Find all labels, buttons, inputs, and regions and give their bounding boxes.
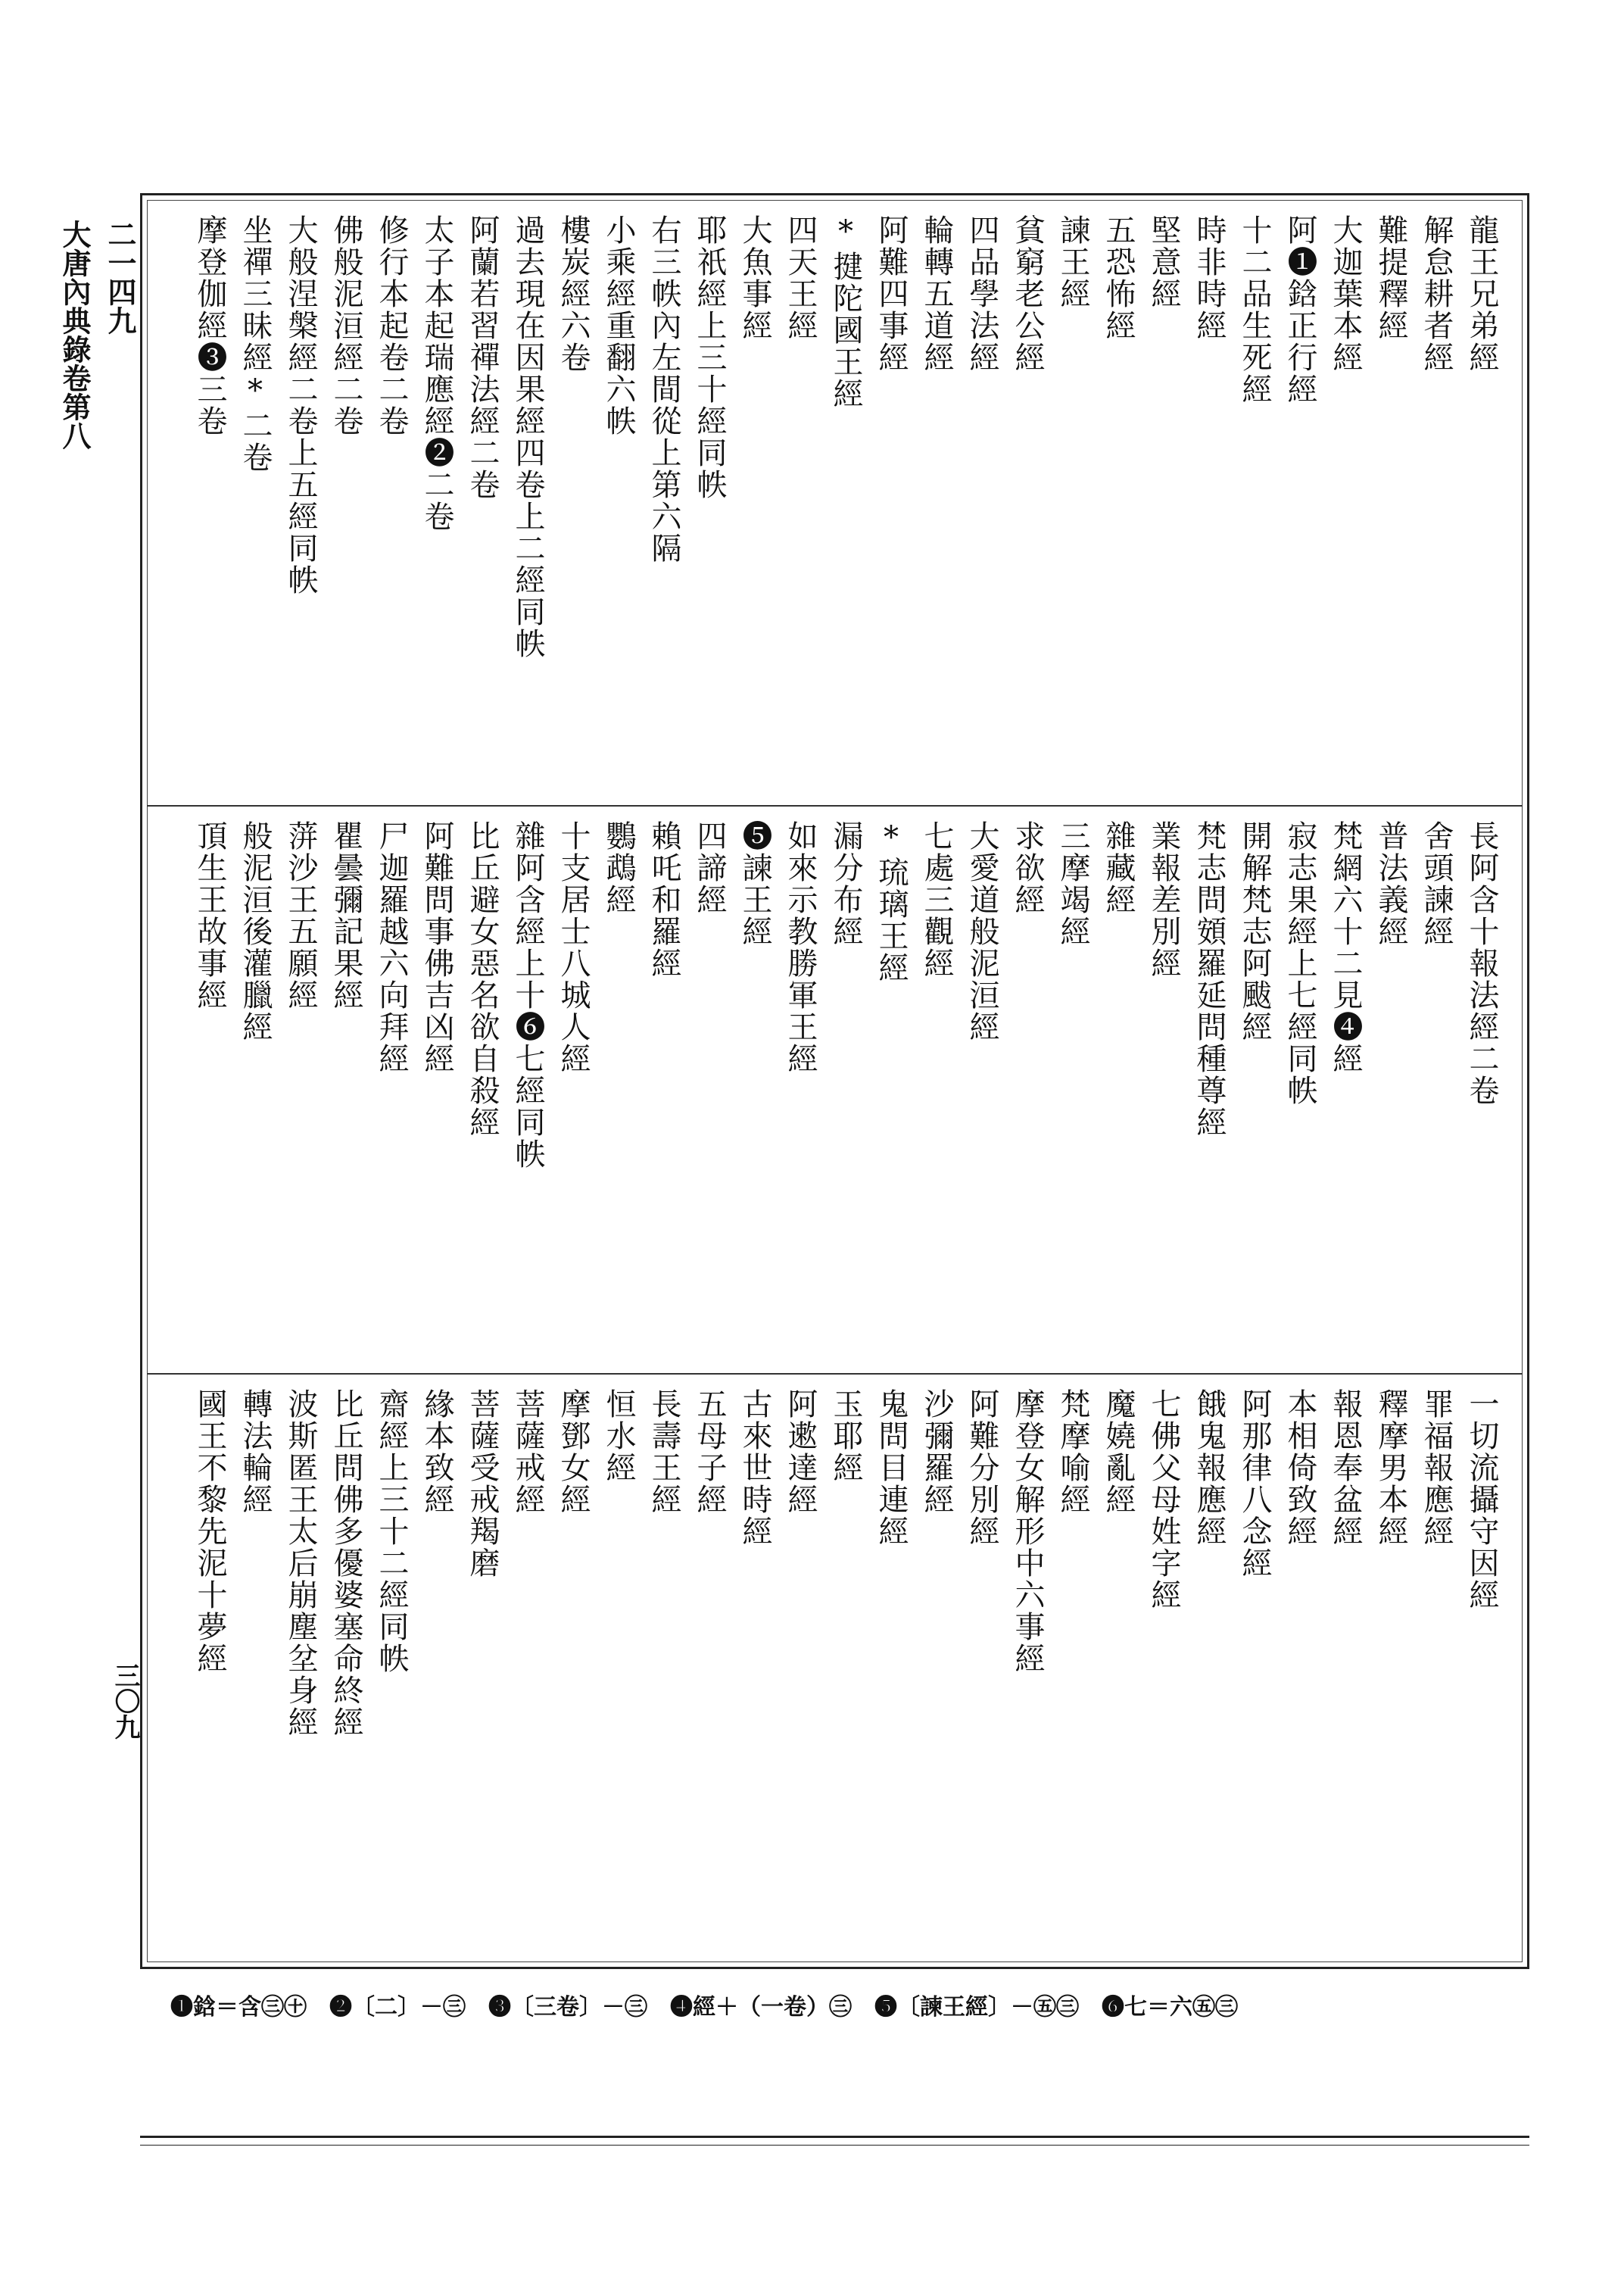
tier-upper — [157, 214, 1504, 797]
sutra-entry: 蓱沙王五願經 — [283, 820, 318, 1011]
sutra-entry: 輪轉五道經 — [919, 214, 954, 373]
sutra-entry: 難提釋經 — [1373, 214, 1408, 342]
sutra-entry: 四諦經 — [692, 820, 727, 916]
sutra-entry: 比丘避女惡名欲自殺經 — [465, 820, 500, 1138]
sutra-entry: 如來示教勝軍王經 — [783, 820, 818, 1075]
sutra-entry: 摩登女解形中六事經 — [1010, 1388, 1045, 1674]
sutra-entry: 貧窮老公經 — [1010, 214, 1045, 373]
margin-header — [58, 220, 142, 674]
sutra-entry: 般泥洹後灌臘經 — [238, 820, 273, 1043]
sutra-entry: 菩薩受戒羯磨 — [465, 1388, 500, 1579]
sutra-entry: 大般涅槃經二卷上五經同帙 — [283, 214, 318, 596]
sutra-entry: 雜阿含經上十❻七經同帙 — [510, 820, 545, 1170]
page-number: 三〇九 — [110, 1662, 140, 1740]
sutra-entry: 阿難分別經 — [965, 1388, 999, 1547]
sutra-entry: 龍王兄弟經 — [1464, 214, 1499, 373]
sutra-entry: 釋摩男本經 — [1373, 1388, 1408, 1547]
sutra-entry: 轉法輪經 — [238, 1388, 273, 1515]
sutra-entry: 阿遬達經 — [783, 1388, 818, 1515]
sutra-entry: 過去現在因果經四卷上二經同帙 — [510, 214, 545, 660]
sutra-entry: 堅意經 — [1146, 214, 1181, 310]
sutra-entry: 阿難四事經 — [874, 214, 909, 373]
sutra-entry: 時非時經 — [1192, 214, 1227, 342]
footer-rule — [140, 2145, 1529, 2146]
sutra-entry: 求欲經 — [1010, 820, 1045, 916]
sutra-entry: 樓炭經六卷 — [556, 214, 591, 373]
sutra-entry: 舍頭諫經 — [1419, 820, 1454, 947]
sutra-entry: 梵網六十二見❹經 — [1328, 820, 1363, 1075]
sutra-entry: 梵摩喻經 — [1055, 1388, 1090, 1515]
sutra-entry: 修行本起卷二卷 — [374, 214, 409, 437]
sutra-entry: 玉耶經 — [828, 1388, 863, 1484]
sutra-entry: 尸迦羅越六向拜經 — [374, 820, 409, 1075]
sutra-entry: 漏分布經 — [828, 820, 863, 947]
sutra-entry: ❺諫王經 — [737, 820, 772, 947]
sutra-entry: 大迦葉本經 — [1328, 214, 1363, 373]
sutra-entry: 阿那律八念經 — [1237, 1388, 1272, 1579]
sutra-entry: 四天王經 — [783, 214, 818, 342]
sutra-entry: 餓鬼報應經 — [1192, 1388, 1227, 1547]
tier-divider — [147, 1373, 1523, 1375]
sutra-entry: 普法義經 — [1373, 820, 1408, 947]
sutra-entry: 諫王經 — [1055, 214, 1090, 310]
sutra-entry: 七佛父母姓字經 — [1146, 1388, 1181, 1611]
tier-middle — [157, 820, 1504, 1365]
sutra-entry: 解怠耕者經 — [1419, 214, 1454, 373]
sutra-entry: 阿蘭若習禪法經二卷 — [465, 214, 500, 501]
footer-rule — [140, 2136, 1529, 2138]
sutra-entry: 古來世時經 — [737, 1388, 772, 1547]
sutra-entry: 右三帙內左間從上第六隔 — [647, 214, 681, 564]
sutra-entry: 坐禪三昧經*二卷 — [238, 214, 273, 473]
sutra-entry: 沙彌羅經 — [919, 1388, 954, 1515]
running-title: 大唐內典錄卷第八 — [58, 220, 92, 450]
sutra-entry: 三摩竭經 — [1055, 820, 1090, 947]
sutra-entry: 菩薩戒經 — [510, 1388, 545, 1515]
sutra-entry: 十二品生死經 — [1237, 214, 1272, 405]
volume-page: 二一四九 — [103, 220, 137, 335]
sutra-entry: 雜藏經 — [1101, 820, 1136, 916]
sutra-entry: 摩鄧女經 — [556, 1388, 591, 1515]
sutra-entry: 十支居士八城人經 — [556, 820, 591, 1075]
sutra-entry: 魔嬈亂經 — [1101, 1388, 1136, 1515]
sutra-entry: 五恐怖經 — [1101, 214, 1136, 342]
sutra-entry: 業報差別經 — [1146, 820, 1181, 979]
sutra-entry: 摩登伽經❸三卷 — [192, 214, 227, 437]
sutra-entry: 七處三觀經 — [919, 820, 954, 979]
sutra-entry: 緣本致經 — [419, 1388, 454, 1515]
footnotes: ❶鋡＝含㊂㊉ ❷〔二〕－㊂ ❸〔三卷〕－㊂ ❹經＋（一卷）㊂ ❺〔諫王經〕－㊄㊂ ❻七＝六㊄㊂ — [170, 1994, 1238, 2021]
sutra-entry: 小乘經重翻六帙 — [601, 214, 636, 437]
sutra-entry: 耶祇經上三十經同帙 — [692, 214, 727, 501]
sutra-entry: 鸚鵡經 — [601, 820, 636, 916]
sutra-entry: 瞿曇彌記果經 — [329, 820, 363, 1011]
text-frame — [140, 193, 1529, 1969]
sutra-entry: 頂生王故事經 — [192, 820, 227, 1011]
sutra-entry: 阿❶鋡正行經 — [1283, 214, 1317, 405]
sutra-entry: *揵陀國王經 — [828, 214, 863, 410]
sutra-entry: 長阿含十報法經二卷 — [1464, 820, 1499, 1106]
sutra-entry: 罪福報應經 — [1419, 1388, 1454, 1547]
sutra-entry: 賴吒和羅經 — [647, 820, 681, 979]
sutra-entry: 阿難問事佛吉凶經 — [419, 820, 454, 1075]
sutra-entry: 開解梵志阿颰經 — [1237, 820, 1272, 1043]
sutra-entry: 鬼問目連經 — [874, 1388, 909, 1547]
sutra-entry: 寂志果經上七經同帙 — [1283, 820, 1317, 1106]
sutra-entry: 梵志問頞羅延問種尊經 — [1192, 820, 1227, 1138]
sutra-entry: 長壽王經 — [647, 1388, 681, 1515]
sutra-entry: 恒水經 — [601, 1388, 636, 1484]
sutra-entry: 國王不黎先泥十夢經 — [192, 1388, 227, 1674]
sutra-entry: 佛般泥洹經二卷 — [329, 214, 363, 437]
tier-lower — [157, 1388, 1504, 1949]
sutra-entry: 報恩奉盆經 — [1328, 1388, 1363, 1547]
sutra-entry: 波斯匿王太后崩塵坌身經 — [283, 1388, 318, 1738]
sutra-entry: 本相倚致經 — [1283, 1388, 1317, 1547]
tier-divider — [147, 805, 1523, 807]
sutra-entry: *琉璃王經 — [874, 820, 909, 984]
sutra-entry: 齋經上三十二經同帙 — [374, 1388, 409, 1674]
sutra-entry: 一切流攝守因經 — [1464, 1388, 1499, 1611]
sutra-entry: 大愛道般泥洹經 — [965, 820, 999, 1043]
sutra-entry: 五母子經 — [692, 1388, 727, 1515]
sutra-entry: 比丘問佛多優婆塞命終經 — [329, 1388, 363, 1738]
sutra-entry: 太子本起瑞應經❷二卷 — [419, 214, 454, 532]
sutra-entry: 四品學法經 — [965, 214, 999, 373]
sutra-entry: 大魚事經 — [737, 214, 772, 342]
